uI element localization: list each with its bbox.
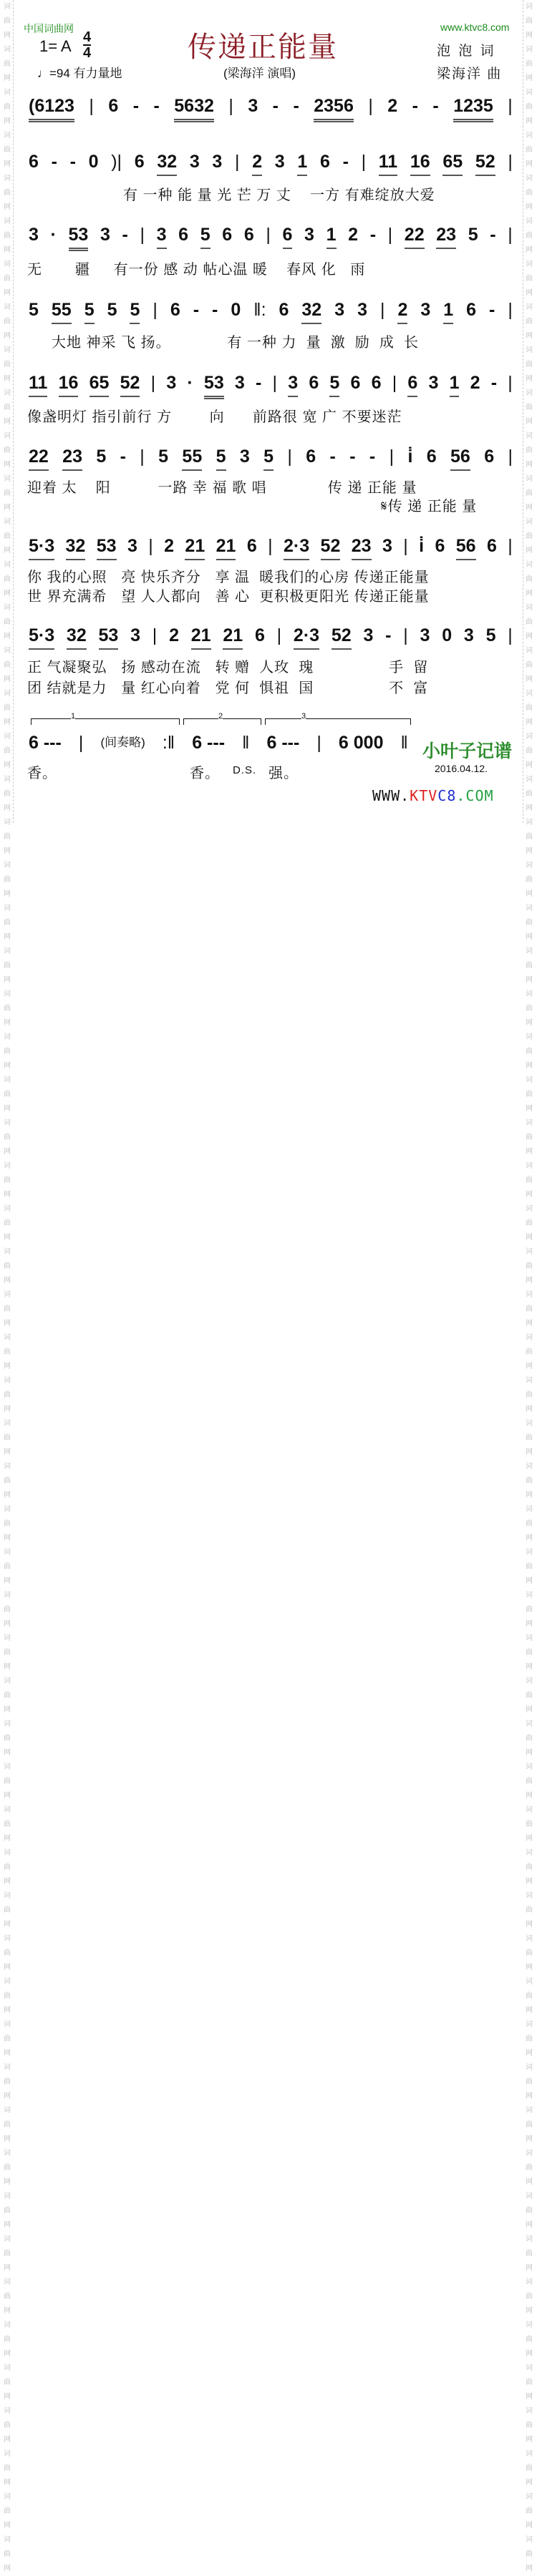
- note: 11: [379, 152, 397, 176]
- lyric-line: 你 我的心照 亮 快乐齐分 享 温 暖我们的心房 传递正能量: [27, 570, 430, 585]
- note: 5: [468, 225, 478, 245]
- note: 3: [304, 225, 314, 245]
- note: -: [369, 447, 376, 467]
- lyric-ending-1: 香。: [27, 766, 57, 781]
- note: 6: [108, 96, 119, 116]
- note: 1: [443, 300, 453, 324]
- barline: |: [140, 225, 145, 245]
- note: -: [51, 152, 57, 172]
- url-ktv: KTV: [410, 787, 438, 804]
- note: 32: [157, 152, 177, 176]
- barline: |: [508, 625, 513, 645]
- barline: |: [379, 300, 385, 320]
- note: 55: [52, 300, 72, 324]
- note: 5: [216, 447, 226, 471]
- barline: ‖: [400, 733, 408, 753]
- note: -: [132, 96, 140, 116]
- note: 6: [426, 447, 437, 467]
- lyric-ending-3: 强。: [268, 766, 299, 781]
- volta-3-label: 3: [301, 712, 306, 721]
- note: 3: [428, 373, 439, 393]
- note: 5: [485, 625, 496, 645]
- note: 5: [29, 300, 39, 320]
- barline: |: [153, 300, 158, 320]
- lyric-line: 迎着 太 阳 一路 幸 福 歌 唱 传 递 正能 量: [27, 480, 417, 496]
- barline: |: [508, 225, 513, 245]
- note: 6: [246, 536, 257, 556]
- tempo: [37, 63, 122, 81]
- barline: |: [150, 373, 156, 393]
- barline: |: [508, 447, 513, 467]
- note: 6: [306, 447, 316, 467]
- note: 16: [59, 373, 79, 397]
- lyric-line: 无 疆 有一份 感 动 帖心温 暖 春风 化 雨: [27, 262, 366, 278]
- note: 6: [466, 300, 477, 320]
- note: 2·3: [294, 625, 319, 650]
- note: -: [272, 96, 279, 116]
- barline: |: [403, 625, 408, 645]
- url-com: .COM: [456, 787, 494, 804]
- note: 0: [442, 625, 453, 645]
- note: 5: [263, 447, 274, 471]
- lyric-line: 团 结就是力 量 红心向着 党 何 惧祖 国 不 富: [27, 680, 429, 696]
- barline: |: [403, 536, 408, 556]
- watermark-right: 词曲网词曲网词曲网词曲网词曲网词曲网词曲网词曲网词曲网词曲网词曲网词曲网词曲网词曲网词曲网词曲网词曲网词曲网词曲网词曲网词曲网词曲网词曲网词曲网词曲网词曲网词曲网词曲网词曲网词曲网词曲网词曲网词曲网词曲网词曲网词曲网词曲网词曲网词曲网词曲网词曲网词曲网词曲网词曲网词曲网词曲网词曲网词曲网词曲网词曲网词曲网词曲网词曲网词曲网词曲网词曲网词曲网词曲网词曲网词曲网: [523, 0, 535, 823]
- barline: |: [508, 536, 513, 556]
- notation-row: [29, 447, 513, 475]
- note: -: [293, 96, 299, 116]
- site-url[interactable]: www.ktvc8.com: [440, 21, 510, 33]
- note: 3: [130, 625, 141, 645]
- note: 2: [470, 373, 480, 393]
- note: 3: [127, 536, 137, 556]
- note: -: [122, 225, 128, 245]
- lyric-ending-2: 香。: [190, 766, 220, 781]
- barline: |: [140, 447, 145, 467]
- barline: |: [228, 96, 233, 116]
- note: 65: [90, 373, 110, 397]
- note: 2: [348, 225, 359, 245]
- note: 53: [99, 625, 119, 650]
- note: 3: [212, 152, 223, 172]
- time-top: 4: [83, 29, 92, 45]
- note: 32: [66, 536, 86, 560]
- note: 5: [84, 300, 95, 324]
- note: 52: [332, 625, 352, 650]
- notation-row: [29, 96, 513, 125]
- note: 2: [397, 300, 407, 324]
- note: 6: [222, 225, 233, 245]
- note: 65: [442, 152, 463, 176]
- note: 3: [157, 225, 167, 249]
- barline: |: [287, 447, 292, 467]
- note: -: [412, 96, 418, 116]
- barline: |: [392, 373, 397, 393]
- note: -: [342, 152, 349, 172]
- time-signature: [83, 30, 91, 60]
- note: 3: [274, 152, 285, 172]
- key-signature: 1= A: [39, 37, 72, 55]
- barline: ‖: [242, 733, 250, 753]
- note: ·: [187, 373, 193, 393]
- notation-row: [29, 152, 513, 180]
- note: 11: [29, 373, 47, 397]
- note: 3: [248, 96, 258, 116]
- lyric-line: 世 界充满希 望 人人都向 善 心 更积极更阳光 传递正能量: [27, 589, 430, 605]
- note: 53: [97, 536, 117, 560]
- note: 55: [182, 447, 202, 471]
- note: 2: [169, 625, 179, 645]
- note: -: [385, 625, 392, 645]
- note: 21: [216, 536, 236, 560]
- note: 6: [350, 373, 361, 393]
- notation-row: [29, 225, 513, 253]
- note: -: [120, 447, 126, 467]
- volta-3: [265, 712, 411, 725]
- lyric-line: 正 气凝聚弘 扬 感动在流 转 赠 人玫 瑰 手 留: [27, 660, 429, 675]
- note: 23: [436, 225, 456, 249]
- notation-row: [29, 625, 513, 654]
- note: 3: [382, 536, 392, 556]
- note: 6: [486, 536, 497, 556]
- barline: |: [508, 373, 513, 393]
- note: 6: [243, 225, 254, 245]
- note: 3: [363, 625, 374, 645]
- note: 6: [371, 373, 382, 393]
- note: 6: [178, 225, 189, 245]
- note: 0: [88, 152, 99, 172]
- watermark-left: 词曲网词曲网词曲网词曲网词曲网词曲网词曲网词曲网词曲网词曲网词曲网词曲网词曲网词曲网词曲网词曲网词曲网词曲网词曲网词曲网词曲网词曲网词曲网词曲网词曲网词曲网词曲网词曲网词曲网词曲网词曲网词曲网词曲网词曲网词曲网词曲网词曲网词曲网词曲网词曲网词曲网词曲网词曲网词曲网词曲网词曲网词曲网词曲网词曲网词曲网词曲网词曲网词曲网词曲网词曲网词曲网词曲网词曲网词曲网词曲网: [1, 0, 14, 823]
- note: 1: [450, 373, 460, 397]
- note: -: [69, 152, 76, 172]
- barline: |: [508, 300, 513, 320]
- barline: |: [266, 225, 271, 245]
- note: 6 ---: [192, 733, 226, 753]
- note: 3: [234, 373, 245, 393]
- barline: |: [361, 152, 367, 172]
- notation-row: [29, 373, 513, 401]
- note: 3: [100, 225, 110, 245]
- note: 23: [62, 447, 82, 471]
- note: 52: [120, 373, 140, 397]
- note: 0: [231, 300, 241, 320]
- note: 3: [463, 625, 474, 645]
- note: 32: [301, 300, 321, 324]
- note: 1: [297, 152, 307, 176]
- note: 6: [283, 225, 293, 249]
- note: 5·3: [29, 536, 54, 560]
- note: 53: [69, 225, 89, 251]
- note: ·: [50, 225, 57, 245]
- barline: ‖:: [253, 300, 266, 320]
- note: 6: [309, 373, 319, 393]
- date: 2016.04.12.: [435, 763, 488, 774]
- note: 2356: [314, 96, 354, 122]
- note: 3: [357, 300, 367, 320]
- note: 5: [200, 225, 211, 249]
- note: 21: [185, 536, 205, 560]
- note: 32: [67, 625, 87, 650]
- note: -: [490, 225, 496, 245]
- note: 2: [164, 536, 175, 556]
- note: 3: [166, 373, 177, 393]
- note: 5: [96, 447, 107, 467]
- ds-marking: D.S.: [233, 764, 257, 776]
- note: -: [349, 447, 356, 467]
- lyric-line: 大地 神采 飞 扬。 有 一种 力 量 激 励 成 长: [52, 335, 420, 351]
- note: 16: [410, 152, 430, 176]
- tempo-text: =94 有力量地: [49, 67, 122, 80]
- barline: |: [152, 625, 158, 645]
- lyric-line-segno: 𝄋传 递 正能 量: [381, 499, 478, 514]
- note: i̇: [407, 447, 413, 467]
- barline: |: [89, 96, 94, 116]
- barline: |: [508, 96, 513, 116]
- notation-row: [29, 733, 408, 761]
- note: 1: [326, 225, 337, 249]
- note: 56: [450, 447, 470, 471]
- note: 5: [130, 300, 140, 324]
- note: 52: [475, 152, 495, 176]
- note: 6 ---: [266, 733, 300, 753]
- site-name[interactable]: 中国词曲网: [24, 23, 74, 34]
- barline: |: [148, 536, 153, 556]
- note: 22: [405, 225, 425, 249]
- composer: 梁海洋 曲: [437, 67, 503, 82]
- note: 5: [107, 300, 117, 320]
- barline: |: [387, 225, 393, 245]
- note: i̇: [419, 536, 425, 556]
- note: -: [153, 96, 160, 116]
- note: 23: [352, 536, 372, 560]
- note: 3: [239, 447, 250, 467]
- note: 6: [279, 300, 289, 320]
- barline: |: [508, 152, 513, 172]
- note: 5632: [174, 96, 214, 122]
- note: 6: [319, 152, 330, 172]
- note: 21: [223, 625, 243, 650]
- barline: |: [316, 733, 321, 753]
- barline: |: [268, 536, 273, 556]
- note: 3: [420, 625, 430, 645]
- volta-2: [183, 712, 261, 725]
- note: 3: [288, 373, 298, 397]
- note: -: [369, 225, 377, 245]
- barline: |: [368, 96, 373, 116]
- note: 6: [484, 447, 495, 467]
- note: -: [329, 447, 336, 467]
- note: 3: [420, 300, 431, 320]
- volta-1: [31, 712, 180, 725]
- volta-2-label: 2: [218, 712, 223, 721]
- note: (间奏略): [100, 736, 145, 749]
- note: -: [193, 300, 200, 320]
- lyricist: 泡 泡 词: [437, 44, 496, 59]
- note: 5: [329, 373, 339, 397]
- note: 6 000: [338, 733, 384, 753]
- transcriber-signature: 小叶子记谱: [422, 741, 513, 761]
- note: 6 ---: [29, 733, 62, 753]
- volta-1-label: 1: [71, 712, 76, 721]
- note: 53: [204, 373, 224, 399]
- note: -: [432, 96, 439, 116]
- lyric-line: 有 一种 能 量 光 芒 万 丈 一方 有难绽放大爱: [123, 187, 435, 203]
- barline: |: [389, 447, 395, 467]
- note: 6: [435, 536, 445, 556]
- notation-row: [29, 536, 513, 565]
- song-title: 传递正能量: [188, 31, 338, 64]
- footer-url[interactable]: [372, 787, 494, 804]
- note: 6: [254, 625, 265, 645]
- barline: |: [272, 373, 278, 393]
- note: 2: [252, 152, 262, 176]
- note: 6: [134, 152, 145, 172]
- note: 56: [456, 536, 476, 560]
- note: 21: [191, 625, 211, 650]
- note: 2·3: [284, 536, 309, 560]
- note: 3: [189, 152, 200, 172]
- lyric-line: 像盏明灯 指引前行 方 向 前路很 宽 广 不要迷茫: [27, 409, 402, 425]
- quarter-note-icon: ♩: [37, 67, 49, 80]
- performer: (梁海洋 演唱): [223, 67, 296, 80]
- time-bottom: 4: [83, 45, 92, 61]
- note: 22: [29, 447, 49, 471]
- note: 5: [158, 447, 169, 467]
- note: 1235: [453, 96, 493, 122]
- note: 3: [334, 300, 345, 320]
- note: -: [489, 300, 495, 320]
- note: -: [490, 373, 498, 393]
- note: 6: [407, 373, 417, 397]
- barline: |: [78, 733, 84, 753]
- url-c8: C8: [437, 787, 457, 804]
- notation-row: [29, 300, 513, 328]
- note: -: [212, 300, 218, 320]
- note: 3: [29, 225, 39, 245]
- barline: |: [235, 152, 240, 172]
- barline: :‖: [162, 733, 175, 753]
- note: 52: [321, 536, 341, 560]
- note: (6123: [29, 96, 74, 122]
- note: -: [256, 373, 262, 393]
- barline: |: [276, 625, 282, 645]
- note: 6: [29, 152, 39, 172]
- note: 6: [170, 300, 180, 320]
- barline: )|: [111, 152, 122, 172]
- note: 5·3: [29, 625, 54, 650]
- url-www: WWW.: [372, 787, 410, 804]
- note: 2: [387, 96, 398, 116]
